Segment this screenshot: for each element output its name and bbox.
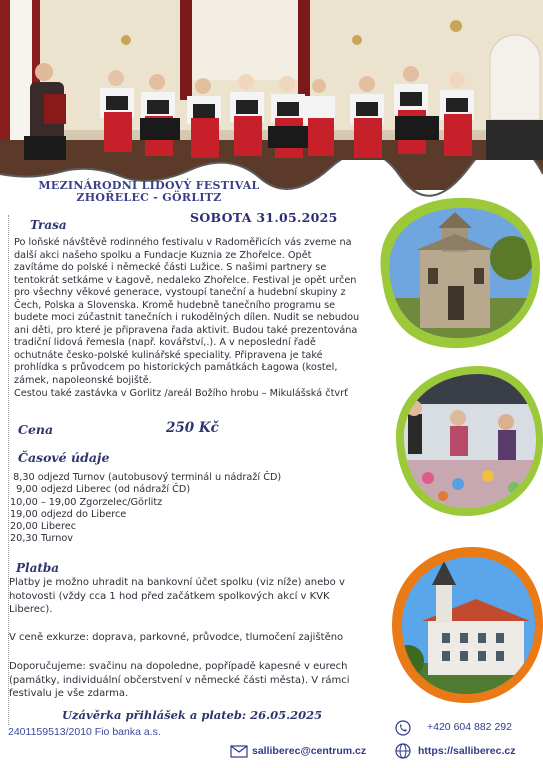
trasa-line: tradiční lidová řemesla (např. kovářství,.). A v neposlední řadě	[14, 337, 316, 349]
bank-account: 2401159513/2010 Fio banka a.s.	[8, 726, 161, 738]
castle-photo	[388, 543, 543, 708]
trasa-line: zavítáme do polské i německé části Lužice. S našimi partnery se	[14, 262, 327, 274]
trasa-line: pro všechny věkové generace, vystoupí taneční a hudební skupiny z	[14, 287, 346, 299]
schedule-item: 20,00 Liberec	[10, 521, 77, 533]
trasa-paragraph	[14, 237, 386, 400]
festival-title	[24, 180, 274, 204]
recommendation-text	[9, 660, 394, 701]
schedule-list	[10, 472, 380, 546]
cena-heading: Cena	[18, 422, 54, 437]
chapel-photo	[372, 188, 543, 358]
trasa-line: ochutnáte česko-polské kulinářské speciality. Připravena je také	[14, 349, 323, 361]
payment-line: Liberec).	[9, 604, 53, 615]
payment-text	[9, 576, 389, 617]
payment-line: hotovosti (vždy cca 1 hod před začátkem spolkových akcí v KVK	[9, 590, 330, 602]
trasa-line: Po loňské návštěvě rodinného festivalu v Radoměřicích vás zveme na	[14, 237, 352, 248]
trasa-line: tentokrát setkáme v Łagově, nedaleko Zhořelce. Festival je opět určen	[14, 274, 357, 286]
schedule-item: 10,00 – 19,00 Zgorzelec/Görlitz	[10, 496, 163, 508]
recommend-line: (památky, individuální občerstvení v německé části města). V rámci	[9, 674, 350, 686]
deadline-text: Uzávěrka přihlášek a plateb: 26.05.2025	[62, 708, 323, 722]
trasa-line: prohlídka s průvodcem po historických památkách Łagowa (kostel,	[14, 362, 338, 374]
trasa-line: zámek, napoleonské bojiště.	[14, 375, 152, 387]
schedule-item: 9,00 odjezd Liberec (od nádraží ČD)	[10, 484, 191, 496]
payment-line: Platby je možno uhradit na bankovní účet spolku (viz níže) anebo v	[9, 577, 345, 588]
trasa-line: ani děti, pro které je připravena řada aktivit. Budou také prezentována	[14, 324, 358, 336]
trasa-line: další akci našeho spolku a Fundacje Kuznia ze Zhořelce. Opět	[14, 249, 312, 261]
schedule-item: 19,00 odjezd do Liberce	[10, 508, 127, 520]
phone-icon	[395, 720, 411, 736]
festival-title-line1: MEZINÁRODNÍ LIDOVÝ FESTIVAL	[38, 179, 260, 192]
trasa-heading: Trasa	[30, 218, 67, 232]
trasa-line: Čech, Polska a Slovenska. Kromě hudebně tanečního programu se	[14, 299, 336, 311]
recommend-line: Doporučujeme: svačinu na dopoledne, popřípadě kapesné v eurech	[9, 661, 348, 672]
trasa-line: budete moci zúčastnit tanečních i rukodělných dílen. Nudit se nebudou	[14, 312, 360, 324]
left-dotted-line	[8, 215, 9, 725]
schedule-item: 8,30 odjezd Turnov (autobusový terminál u nádraží ČD)	[10, 472, 282, 483]
globe-icon	[395, 743, 411, 759]
cena-value: 250 Kč	[166, 420, 219, 436]
market-photo	[388, 360, 543, 520]
festival-date: SOBOTA 31.05.2025	[190, 210, 338, 225]
schedule-heading: Časové údaje	[18, 450, 110, 465]
phone-link[interactable]: +420 604 882 292	[427, 721, 512, 733]
email-link[interactable]: salliberec@centrum.cz	[252, 745, 367, 757]
recommend-line: festivalu je vše zdarma.	[9, 688, 129, 699]
schedule-item: 20,30 Turnov	[10, 533, 74, 545]
trasa-line: Cestou také zastávka v Gorlitz /areál Božího hrobu – Mikulášská čtvrť	[14, 387, 348, 399]
festival-title-line2: ZHOŘELEC - GÖRLITZ	[76, 191, 222, 204]
price-includes: V ceně exkurze: doprava, parkovné, průvodce, tlumočení zajištěno	[9, 632, 344, 643]
website-link[interactable]: https://salliberec.cz	[418, 745, 516, 757]
email-icon	[230, 744, 248, 758]
platba-heading: Platba	[16, 561, 60, 575]
